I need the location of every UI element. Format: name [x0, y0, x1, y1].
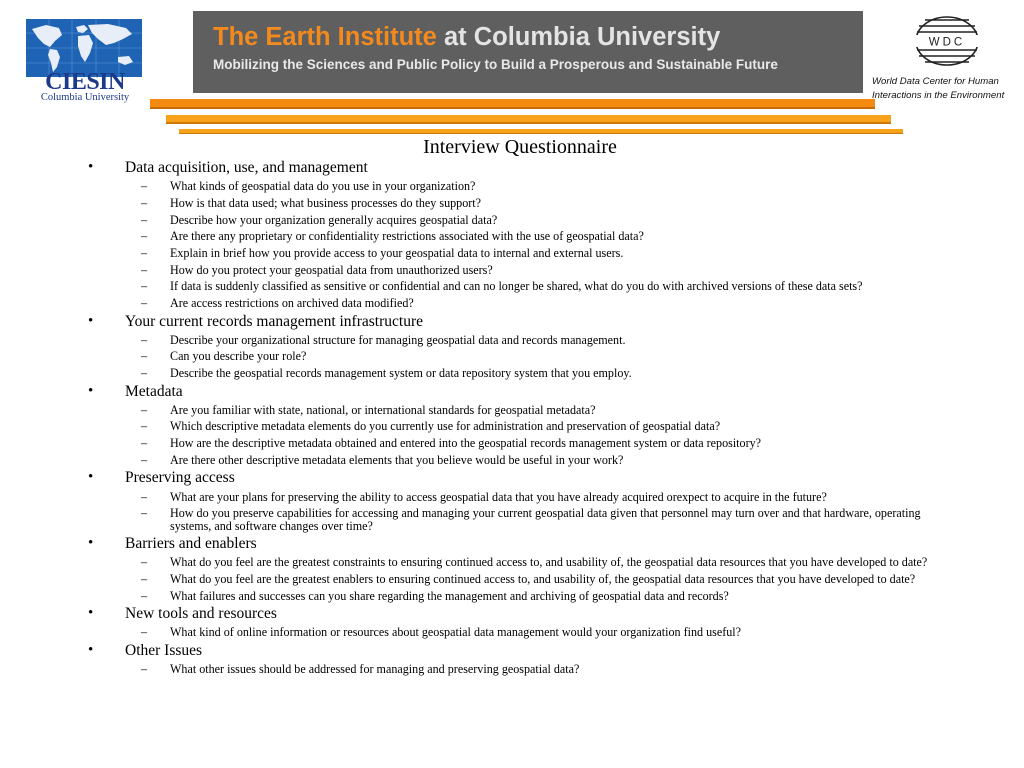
dash-icon: –: [141, 452, 148, 467]
outline-section: [85, 159, 945, 310]
question-item: [85, 280, 945, 293]
page-title: Interview Questionnaire: [423, 136, 617, 158]
dash-icon: –: [141, 179, 148, 194]
outline-section: [85, 383, 945, 467]
bullet-icon: •: [88, 641, 94, 658]
question-item: [85, 663, 945, 676]
dash-icon: –: [141, 489, 148, 504]
section-heading: [85, 605, 945, 622]
section-heading-text: Preserving access: [125, 469, 235, 487]
question-item: [85, 350, 945, 363]
question-text: What other issues should be addressed for managing and preserving geospatial data?: [170, 662, 580, 677]
section-heading-text: Other Issues: [125, 641, 203, 659]
question-item: [85, 556, 945, 569]
ciesin-subtitle: Columbia University: [40, 92, 130, 103]
ciesin-name: CIESIN: [45, 69, 125, 95]
dash-icon: –: [141, 332, 148, 347]
banner-tagline: Mobilizing the Sciences and Public Policy to Build a Prosperous and Sustainable Future: [213, 57, 778, 72]
bullet-icon: •: [88, 469, 94, 486]
bullet-icon: •: [88, 382, 94, 399]
section-heading: [85, 313, 945, 330]
section-heading: [85, 383, 945, 400]
bullet-icon: •: [88, 159, 94, 175]
question-list: [85, 491, 945, 533]
question-text: Are access restrictions on archived data modified?: [170, 296, 414, 310]
dash-icon: –: [141, 506, 148, 521]
dash-icon: –: [141, 229, 148, 244]
question-text: Are there any proprietary or confidentiality restrictions associated with the use of geospatial data?: [170, 229, 644, 244]
question-list: [85, 556, 945, 602]
question-text: Describe how your organization generally acquires geospatial data?: [170, 212, 498, 227]
outline-section: [85, 535, 945, 602]
dash-icon: –: [141, 436, 148, 451]
question-text: What kind of online information or resources about geospatial data management would your organization find useful?: [170, 625, 742, 640]
question-item: [85, 590, 945, 603]
dash-icon: –: [141, 212, 148, 227]
header-rule-1: [150, 99, 875, 107]
dash-icon: –: [141, 402, 148, 417]
section-heading-text: New tools and resources: [125, 605, 277, 623]
wdc-caption: [872, 75, 1022, 102]
earth-institute-banner[interactable]: [193, 11, 863, 93]
question-list: [85, 404, 945, 467]
question-text: How do you protect your geospatial data from unauthorized users?: [170, 262, 493, 277]
outline-section: [85, 642, 945, 676]
question-text: What do you feel are the greatest constraints to ensuring continued access to, and usability of, the geospatial data resources that you have developed to date?: [170, 555, 928, 570]
question-list: [85, 334, 945, 380]
section-heading: [85, 469, 945, 486]
section-heading: [85, 642, 945, 659]
section-heading-text: Your current records management infrastructure: [125, 312, 423, 330]
wdc-caption-line-1: World Data Center for Human: [872, 76, 999, 87]
outline-section: [85, 605, 945, 639]
dash-icon: –: [141, 195, 148, 210]
question-text: How do you preserve capabilities for accessing and managing your current geospatial data given that personnel may turn over and that hardware, operating systems, and software changes over time?: [170, 506, 921, 533]
dash-icon: –: [141, 349, 148, 364]
question-item: [85, 297, 945, 310]
dash-icon: –: [141, 279, 148, 294]
question-text: What are your plans for preserving the ability to access geospatial data that you have already acquired orexpect to acquire in the future?: [170, 489, 827, 504]
dash-icon: –: [141, 625, 148, 640]
ciesin-logo[interactable]: [26, 19, 144, 103]
dash-icon: –: [141, 572, 148, 587]
outline-section: [85, 313, 945, 380]
dash-icon: –: [141, 555, 148, 570]
dash-icon: –: [141, 245, 148, 260]
question-list: [85, 180, 945, 309]
question-item: [85, 491, 945, 504]
dash-icon: –: [141, 662, 148, 677]
dash-icon: –: [141, 262, 148, 277]
question-list: [85, 626, 945, 639]
outline-section: [85, 469, 945, 532]
question-item: [85, 247, 945, 260]
bullet-icon: •: [88, 535, 94, 552]
question-item: [85, 367, 945, 380]
question-item: [85, 214, 945, 227]
wdc-logo-icon[interactable]: [913, 14, 981, 68]
question-text: Explain in brief how you provide access to your geospatial data to internal and external users.: [170, 245, 624, 260]
question-text: Can you describe your role?: [170, 349, 307, 364]
question-item: [85, 230, 945, 243]
question-text: Are there other descriptive metadata elements that you believe would be useful in your work?: [170, 452, 624, 467]
dash-icon: –: [141, 588, 148, 603]
question-text: How is that data used; what business processes do they support?: [170, 195, 482, 210]
wdc-caption-line-2: Interactions in the Environment: [872, 89, 1005, 101]
question-text: What failures and successes can you share regarding the management and archiving of geospatial data and records?: [170, 588, 729, 603]
banner-title-rest: at Columbia University: [436, 23, 721, 51]
section-heading: [85, 535, 945, 552]
bullet-icon: •: [88, 312, 94, 329]
question-item: [85, 573, 945, 586]
question-item: [85, 180, 945, 193]
question-item: [85, 404, 945, 417]
question-text: If data is suddenly classified as sensitive or confidential and can no longer be shared, what do you do with archived versions of these data sets?: [170, 279, 863, 294]
dash-icon: –: [141, 419, 148, 434]
question-text: Describe the geospatial records management system or data repository system that you employ.: [170, 366, 632, 381]
bullet-icon: •: [88, 605, 94, 622]
question-item: [85, 197, 945, 210]
banner-title: [213, 21, 720, 53]
question-item: [85, 264, 945, 277]
header-rule-2: [166, 115, 891, 122]
question-item: [85, 334, 945, 347]
question-item: [85, 507, 945, 532]
question-text: What kinds of geospatial data do you use in your organization?: [170, 179, 476, 194]
questionnaire-outline: [85, 157, 945, 679]
dash-icon: –: [141, 366, 148, 381]
question-item: [85, 454, 945, 467]
banner-title-highlight: The Earth Institute: [213, 23, 437, 51]
section-heading-text: Metadata: [125, 382, 183, 400]
section-heading: [85, 159, 945, 176]
header-rule-3: [179, 129, 903, 133]
dash-icon: –: [141, 296, 148, 310]
question-item: [85, 420, 945, 433]
question-text: Describe your organizational structure for managing geospatial data and records management.: [170, 332, 626, 347]
question-list: [85, 663, 945, 676]
question-text: Are you familiar with state, national, or international standards for geospatial metadata?: [170, 402, 596, 417]
question-text: Which descriptive metadata elements do you currently use for administration and preservation of geospatial data?: [170, 419, 721, 434]
question-text: What do you feel are the greatest enablers to ensuring continued access to, and usability of, the geospatial data resources that you have developed to date?: [170, 572, 916, 587]
question-text: How are the descriptive metadata obtained and entered into the geospatial records management system or data repository?: [170, 436, 762, 451]
question-item: [85, 626, 945, 639]
section-heading-text: Barriers and enablers: [125, 535, 257, 553]
wdc-logo-text: WDC: [928, 36, 966, 49]
section-heading-text: Data acquisition, use, and management: [125, 159, 368, 176]
question-item: [85, 437, 945, 450]
